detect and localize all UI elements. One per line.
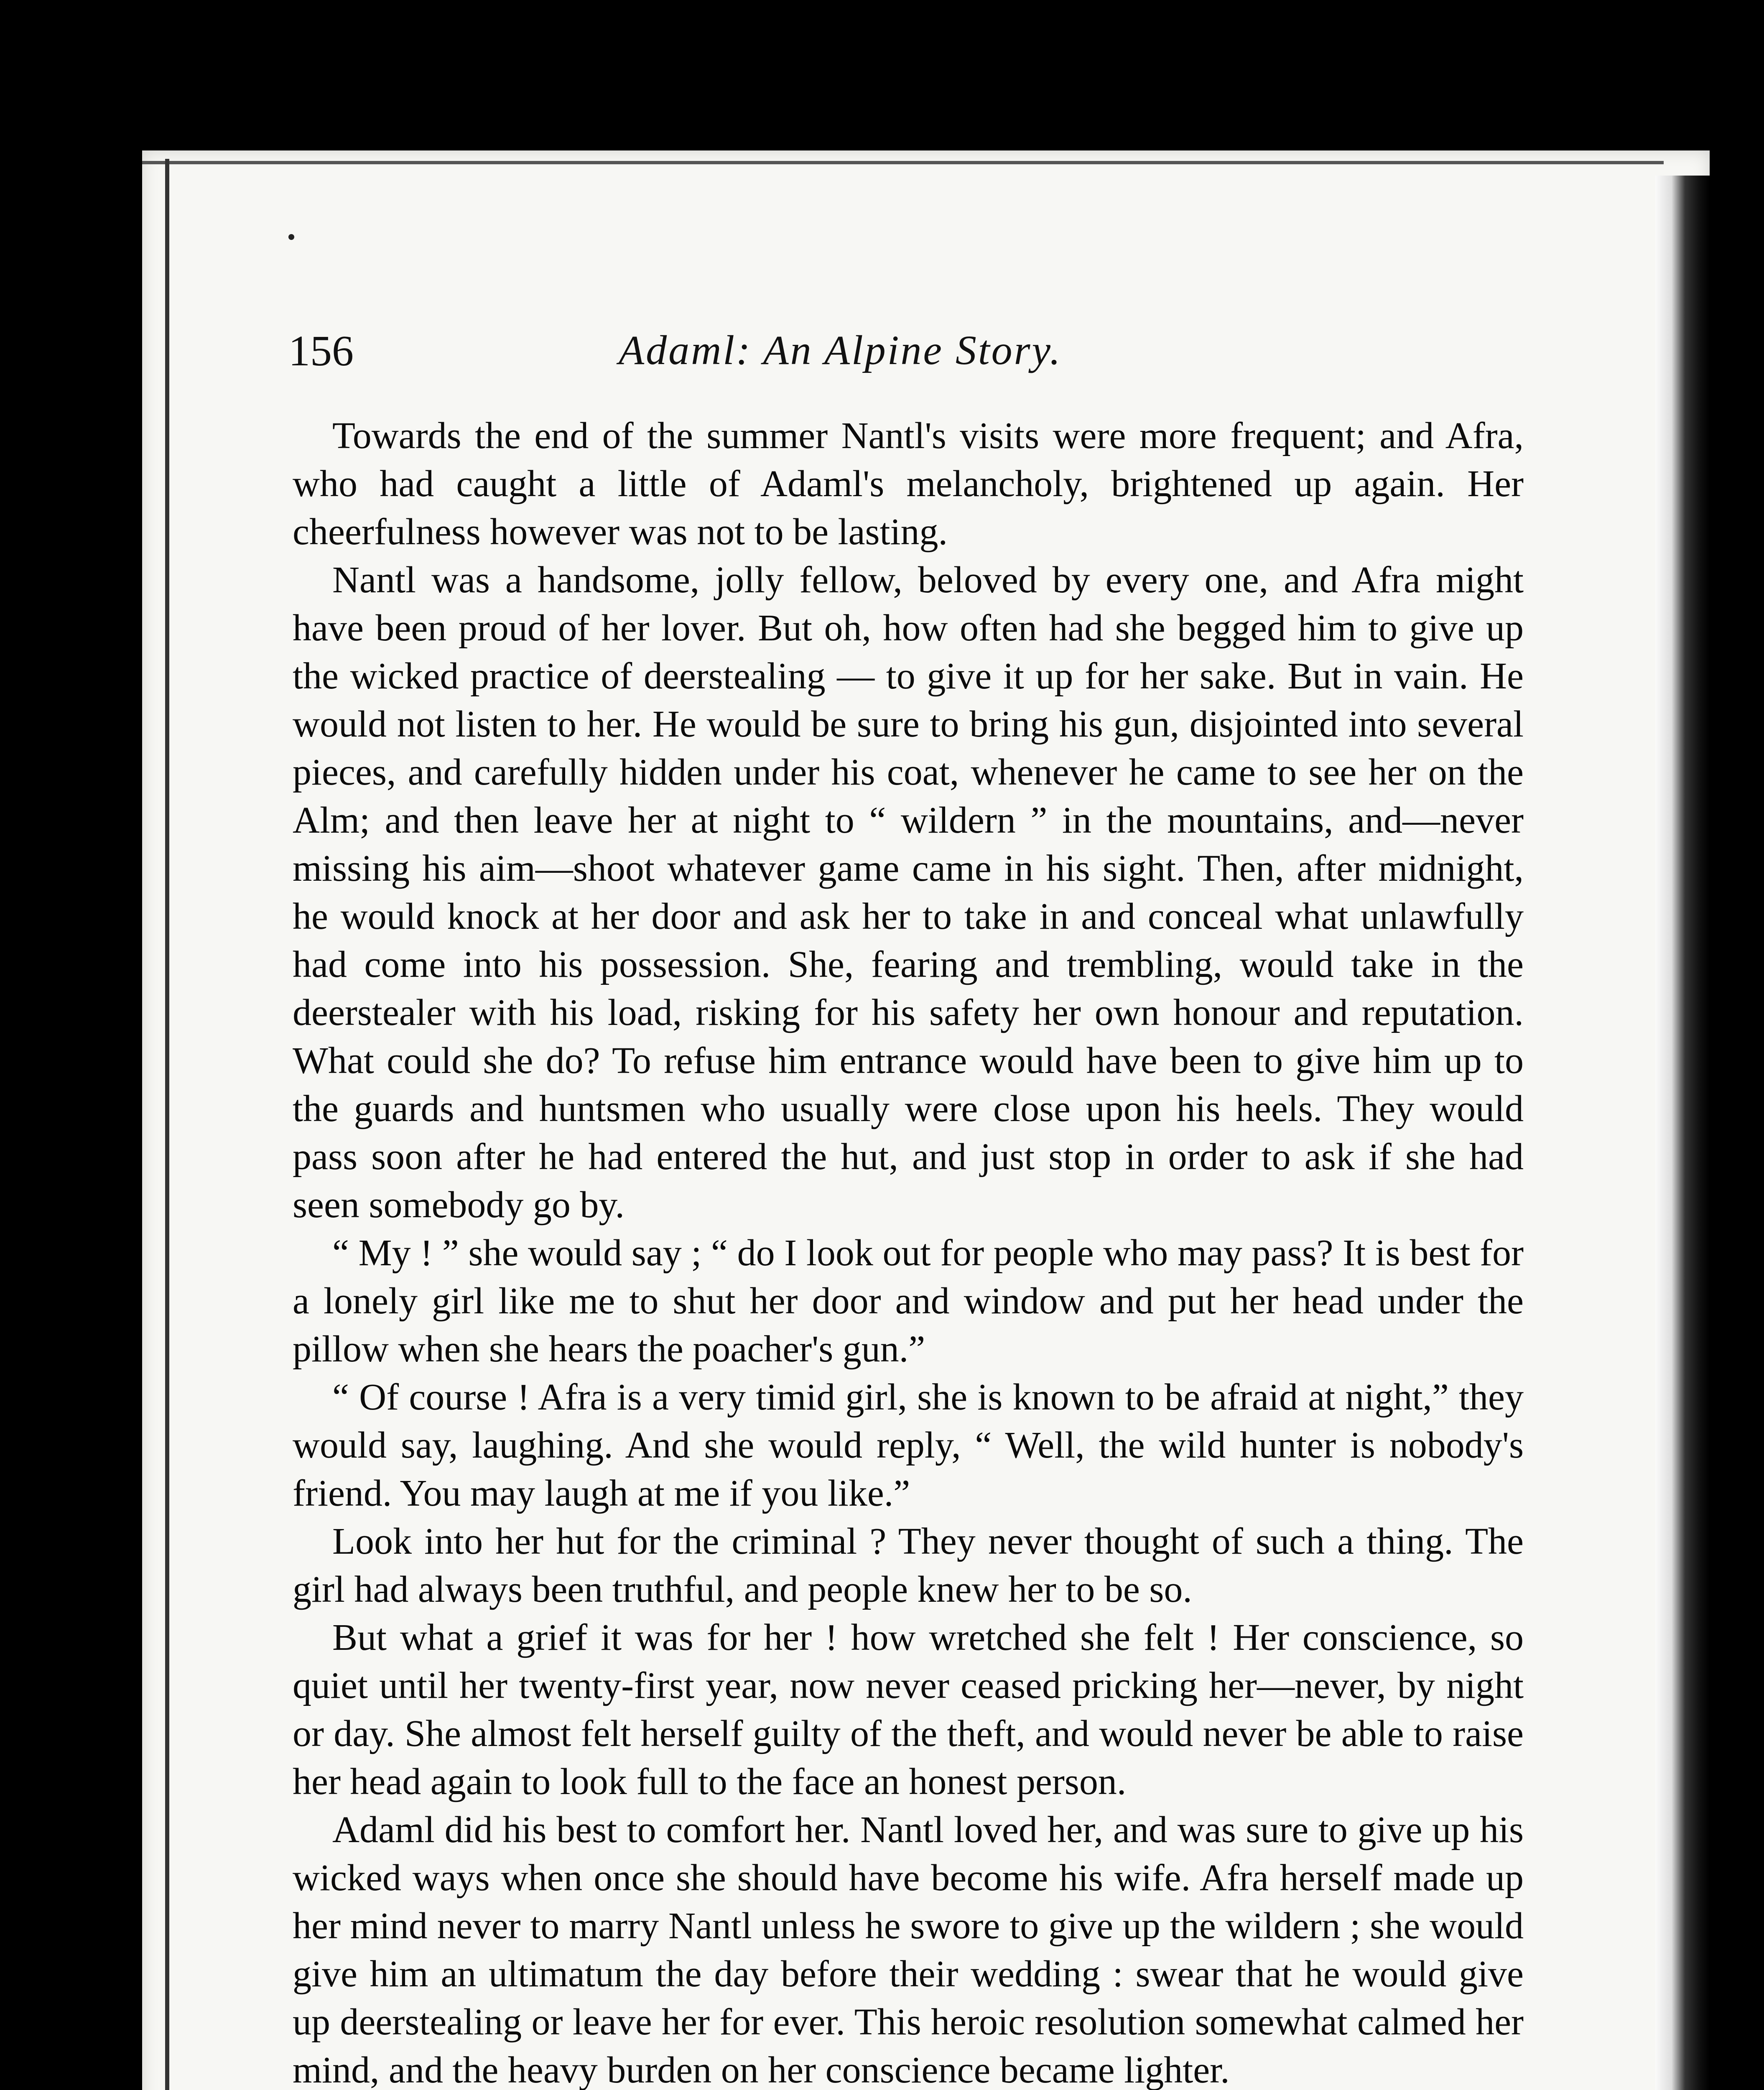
paragraph: Adaml did his best to comfort her. Nantl loved her, and was sure to give up his wicked ways when once she should have become his wife. Afra herself made up her mind never to marry Nantl unless he swore to give up the wildern ; she would give him an ultimatum the day before their wedding : swear that he would give up deerstealing or leave her for ever. This heroic resolution somewhat calmed her mind, and the heavy burden on her conscience became lighter.	[293, 1809, 1524, 2090]
running-title: Adaml: An Alpine Story.	[619, 327, 1062, 373]
page-header	[288, 326, 1542, 385]
paragraph: Look into her hut for the criminal ? They never thought of such a thing. The girl had always been truthful, and people knew her to be so.	[293, 1521, 1524, 1610]
page-left-edge	[165, 159, 169, 2090]
page-top-edge	[142, 161, 1664, 164]
page-number: 156	[288, 327, 354, 375]
body-text	[293, 412, 1524, 2090]
paragraph: “ Of course ! Afra is a very timid girl, she is known to be afraid at night,” they would say, laughing. And she would reply, “ Well, the wild hunter is nobody's friend. You may laugh at me if you like.”	[293, 1376, 1524, 1514]
paragraph: But what a grief it was for her ! how wretched she felt ! Her conscience, so quiet until her twenty-first year, now never ceased pricking her—never, by night or day. She almost felt herself guilty of the theft, and would never be able to raise her head again to look full to the face an honest person.	[293, 1617, 1524, 1802]
paragraph: Towards the end of the summer Nantl's visits were more frequent; and Afra, who had caught a little of Adaml's melancholy, brightened up again. Her cheerfulness however was not to be lasting.	[293, 415, 1524, 553]
speck-mark	[288, 234, 294, 240]
book-binding-shadow	[1655, 176, 1710, 2090]
paragraph: Nantl was a handsome, jolly fellow, beloved by every one, and Afra might have been proud of her lover. But oh, how often had she begged him to give up the wicked practice of deerstealing — to give it up for her sake. But in vain. He would not listen to her. He would be sure to bring his gun, disjointed into several pieces, and carefully hidden under his coat, whenever he came to see her on the Alm; and then leave her at night to “ wildern ” in the mountains, and—never missing his aim—shoot whatever game came in his sight. Then, after midnight, he would knock at her door and ask her to take in and conceal what unlawfully had come into his possession. She, fearing and trembling, would take in the deerstealer with his load, risking for his safety her own honour and reputation. What could she do? To refuse him entrance would have been to give him up to the guards and huntsmen who usually were close upon his heels. They would pass soon after he had entered the hut, and just stop in order to ask if she had seen somebody go by.	[293, 559, 1524, 1226]
paragraph: “ My ! ” she would say ; “ do I look out for people who may pass? It is best for a lonely girl like me to shut her door and window and put her head under the pillow when she hears the poacher's gun.”	[293, 1232, 1524, 1370]
